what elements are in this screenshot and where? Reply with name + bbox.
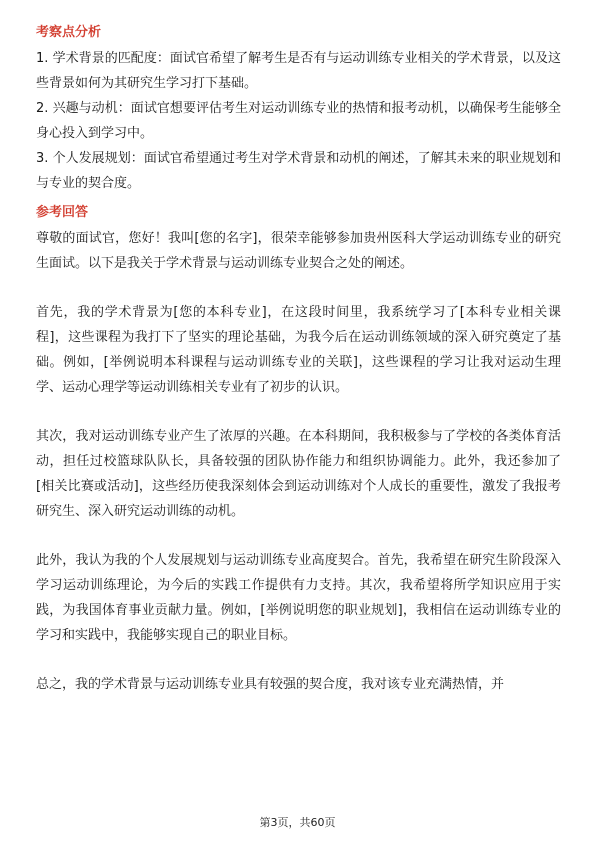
exam-points-heading: 考察点分析	[36, 25, 102, 40]
exam-point-item-1: 1. 学术背景的匹配度：面试官希望了解考生是否有与运动训练专业相关的学术背景，以及这些背景如何为其研究生学习打下基础。	[36, 51, 561, 91]
answer-paragraph-5: 总之，我的学术背景与运动训练专业具有较强的契合度，我对该专业充满热情，并	[36, 677, 505, 692]
page-indicator: 第3页，共60页	[259, 816, 336, 829]
answer-paragraph-1: 尊敬的面试官，您好！我叫[您的名字]，很荣幸能够参加贵州医科大学运动训练专业的研究生面试。以下是我关于学术背景与运动训练专业契合之处的阐述。	[36, 231, 561, 271]
document-body	[36, 24, 561, 697]
exam-point-item-2: 2. 兴趣与动机：面试官想要评估考生对运动训练专业的热情和报考动机，以确保考生能够全身心投入到学习中。	[36, 101, 561, 141]
reference-answer-heading: 参考回答	[36, 205, 89, 220]
answer-paragraph-2: 首先，我的学术背景为[您的本科专业]，在这段时间里，我系统学习了[本科专业相关课程]，这些课程为我打下了坚实的理论基础，为我今后在运动训练领域的深入研究奠定了基础。例如，[举例说明本科课程与运动训练专业的关联]，这些课程的学习让我对运动生理学、运动心理学等运动训练相关专业有了初步的认识。	[36, 305, 561, 395]
answer-paragraph-3: 其次，我对运动训练专业产生了浓厚的兴趣。在本科期间，我积极参与了学校的各类体育活动，担任过校篮球队队长，具备较强的团队协作能力和组织协调能力。此外，我还参加了[相关比赛或活动]，这些经历使我深刻体会到运动训练对个人成长的重要性，激发了我报考研究生、深入研究运动训练的动机。	[36, 429, 561, 519]
answer-paragraph-4: 此外，我认为我的个人发展规划与运动训练专业高度契合。首先，我希望在研究生阶段深入学习运动训练理论，为今后的实践工作提供有力支持。其次，我希望将所学知识应用于实践，为我国体育事业贡献力量。例如，[举例说明您的职业规划]，我相信在运动训练专业的学习和实践中，我能够实现自己的职业目标。	[36, 553, 561, 643]
exam-point-item-3: 3. 个人发展规划：面试官希望通过考生对学术背景和动机的阐述，了解其未来的职业规划和与专业的契合度。	[36, 151, 561, 191]
